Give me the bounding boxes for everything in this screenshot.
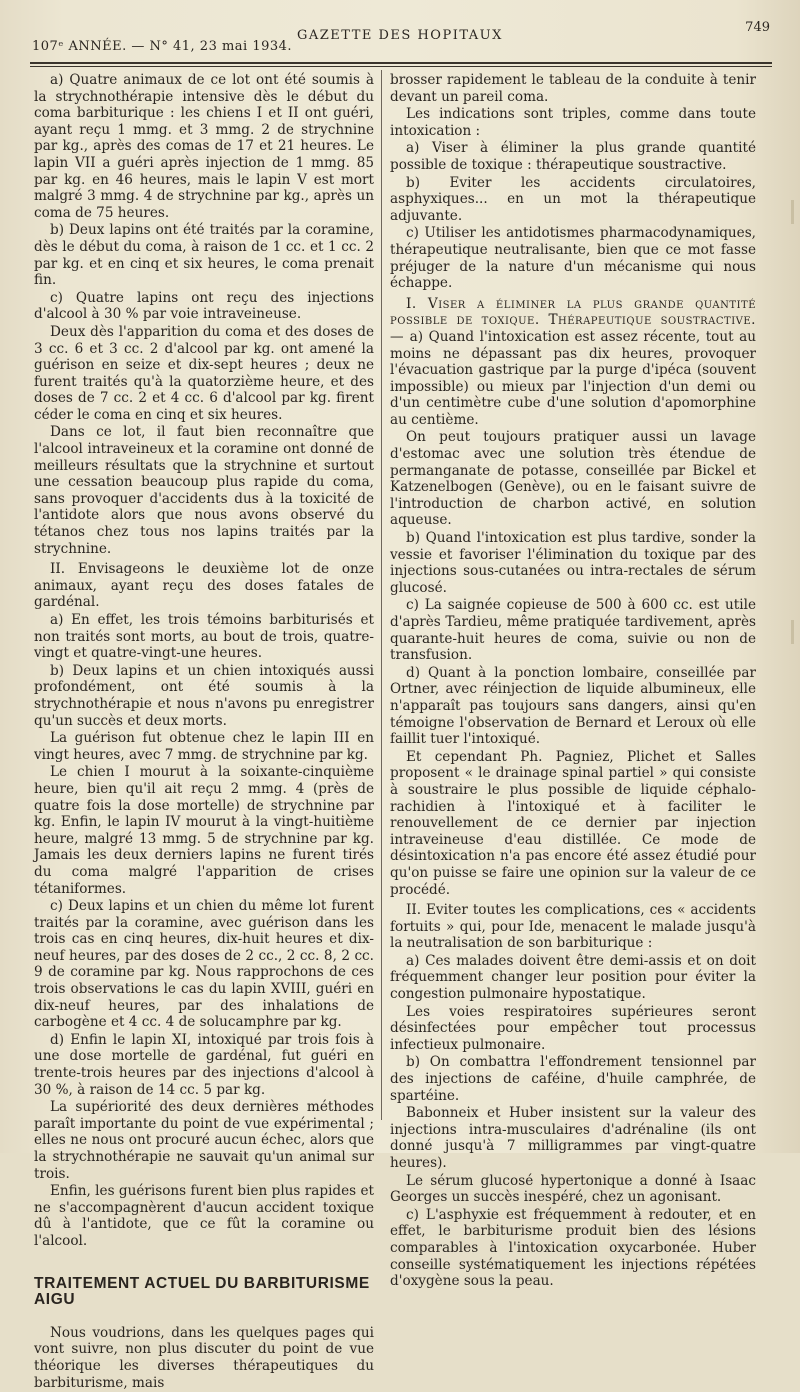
paragraph: Les indications sont triples, comme dans toute intoxication :: [390, 106, 756, 139]
paragraph: b) Deux lapins ont été traités par la coramine, dès le début du coma, à raison de 1 cc. et 1 cc. 2 par kg. et en cinq et six heures, le coma prenait fin.: [34, 222, 374, 289]
paragraph: Dans ce lot, il faut bien reconnaître que l'alcool intraveineux et la coramine ont donné de meilleurs résultats que la strychnine et surtout une cessation beaucoup plus rapide du coma, sans provoquer d'accidents dus à la toxicité de l'antidote alors que nous avons observé du tétanos chez tous nos lapins traités par la strychnine.: [34, 424, 374, 557]
left-column: [34, 72, 374, 1392]
paragraph: d) Enfin le lapin XI, intoxiqué par trois fois à une dose mortelle de gardénal, fut guéri en trente-trois heures par des injections d'alcool à 30 %, à raison de 14 cc. 5 par kg.: [34, 1031, 374, 1098]
journal-title: GAZETTE DES HOPITAUX: [297, 28, 503, 43]
paragraph: b) On combattra l'effondrement tensionnel par des injections de caféine, d'huile camphrée, de spartéine.: [390, 1054, 756, 1104]
paragraph: a) Viser à éliminer la plus grande quantité possible de toxique : thérapeutique soustractive.: [390, 140, 756, 173]
paragraph: Babonneix et Huber insistent sur la valeur des injections intra-musculaires d'adrénaline (ils ont donné jusqu'à 7 milligrammes par vingt-quatre heures).: [390, 1105, 756, 1171]
page-edge-mark: [791, 200, 794, 224]
paragraph: Nous voudrions, dans les quelques pages qui vont suivre, non plus discuter du point de vue théorique les diverses thérapeutiques du barbiturisme, mais: [34, 1324, 374, 1391]
issue-info: 107ᵉ ANNÉE. — N° 41, 23 mai 1934.: [32, 39, 293, 54]
paragraph: Le chien I mourut à la soixante-cinquième heure, bien qu'il ait reçu 2 mmg. 4 (près de quatre fois la dose mortelle) de strychnine par kg. Enfin, le lapin IV mourut à la vingt-huitième heure, malgré 13 mmg. 5 de strychnine par kg. Jamais les deux derniers lapins ne furent tirés du coma malgré l'apparition de crises tétaniformes.: [34, 764, 374, 897]
paragraph: Enfin, les guérisons furent bien plus rapides et ne s'accompagnèrent d'aucun accident toxique dû à l'antidote, que ce fût la coramine ou l'alcool.: [34, 1183, 374, 1249]
paragraph: Deux dès l'apparition du coma et des doses de 3 cc. 6 et 3 cc. 2 d'alcool par kg. ont amené la guérison en seize et dix-sept heures ; deux ne furent traités qu'à la quatorzième heure, et des doses de 7 cc. 2 et 4 cc. 6 d'alcool par kg. firent céder le coma en cinq et six heures.: [34, 323, 374, 423]
page-header: [32, 22, 770, 62]
paragraph: a) Ces malades doivent être demi-assis et on doit fréquemment changer leur position pour éviter la congestion pulmonaire hypostatique.: [390, 952, 756, 1003]
paragraph: a) En effet, les trois témoins barbiturisés et non traités sont morts, au bout de trois, quatre-vingt et quatre-vingt-une heures.: [34, 612, 374, 662]
column-divider: [381, 70, 382, 1120]
paragraph: La supériorité des deux dernières méthodes paraît importante du point de vue expérimental ; elles ne nous ont procuré aucun échec, alors que la strychnothérapie ne sauvait qu'un animal sur trois.: [34, 1099, 374, 1182]
section-heading: I. Viser a éliminer la plus grande quantité possible de toxique. Thérapeutique soustractive. —: [390, 295, 756, 345]
paragraph: c) Quatre lapins ont reçu des injections d'alcool à 30 % par voie intraveineuse.: [34, 289, 374, 323]
paragraph: c) L'asphyxie est fréquemment à redouter, et en effet, le barbiturisme produit bien des lésions comparables à l'intoxication oxycarbonée. Huber conseille systématiquement les injections répétées d'oxygène sous la peau.: [390, 1206, 756, 1290]
paragraph: b) Quand l'intoxication est plus tardive, sonder la vessie et favoriser l'élimination du toxique par des injections sous-cutanées ou intra-rectales de sérum glucosé.: [390, 530, 756, 596]
paragraph: Et cependant Ph. Pagniez, Plichet et Salles proposent « le drainage spinal partiel » qui consiste à soustraire le plus possible de liquide céphalo-rachidien à l'intoxiqué et à faciliter le renouvellement de ce dernier par injection intraveineuse d'eau distillée. Ce mode de désintoxication n'a pas encore été assez étudié pour qu'on puisse se faire une opinion sur la valeur de ce procédé.: [390, 748, 756, 898]
paragraph: Le sérum glucosé hypertonique a donné à Isaac Georges un succès inespéré, chez un agonisant.: [390, 1172, 756, 1206]
paragraph: brosser rapidement le tableau de la conduite à tenir devant un pareil coma.: [390, 72, 756, 105]
paragraph: Les voies respiratoires supérieures seront désinfectées pour empêcher tout processus infectieux pulmonaire.: [390, 1003, 756, 1053]
header-rule-thick: [30, 62, 772, 64]
paragraph: d) Quant à la ponction lombaire, conseillée par Ortner, avec réinjection de liquide albumineux, elle n'apparaît pas toujours sans dangers, ainsi qu'en témoigne l'observation de Bernard et Leroux où elle faillit tuer l'intoxiqué.: [390, 664, 756, 748]
paragraph: c) La saignée copieuse de 500 à 600 cc. est utile d'après Tardieu, même pratiquée tardivement, après quarante-huit heures de coma, suivie ou non de transfusion.: [390, 597, 756, 664]
paragraph: c) Utiliser les antidotismes pharmacodynamiques, thérapeutique neutralisante, bien que ce mot fasse préjuger de la nature d'un mécanisme qui nous échappe.: [390, 225, 756, 292]
paragraph: a) Quatre animaux de ce lot ont été soumis à la strychnothérapie intensive dès le début du coma barbiturique : les chiens I et II ont guéri, ayant reçu 1 mmg. et 3 mmg. 2 de strychnine par kg., après des comas de 17 et 21 heures. Le lapin VII a guéri après injection de 1 mmg. 85 par kg. en 46 heures, mais le lapin V est mort malgré 3 mmg. 4 de strychnine par kg., après un coma de 75 heures.: [34, 72, 374, 221]
right-column: [390, 72, 756, 1291]
paragraph: b) Deux lapins et un chien intoxiqués aussi profondément, ont été soumis à la strychnothérapie et nous n'avons pu enregistrer qu'un succès et deux morts.: [34, 662, 374, 729]
paragraph: II. Eviter toutes les complications, ces « accidents fortuits » qui, pour Ide, menacent le malade jusqu'à la neutralisation de son barbiturique :: [390, 902, 756, 952]
page-number: 749: [745, 20, 770, 35]
section-paragraph: [390, 296, 756, 429]
section-title: TRAITEMENT ACTUEL DU BARBITURISME AIGU: [34, 1274, 370, 1309]
paragraph: c) Deux lapins et un chien du même lot furent traités par la coramine, avec guérison dans les trois cas en cinq heures, dix-huit heures et dix-neuf heures, par des doses de 2 cc., 2 cc. 8, 2 cc. 9 de coramine par kg. Nous rapprochons de ces trois observations le cas du lapin XVIII, guéri en dix-neuf heures, par des inhalations de carbogène et 4 cc. 4 de solucamphre par kg.: [34, 898, 374, 1031]
paragraph: La guérison fut obtenue chez le lapin III en vingt heures, avec 7 mmg. de strychnine par kg.: [34, 730, 374, 763]
header-rule-thin: [30, 66, 772, 67]
page-edge-mark: [791, 620, 794, 644]
paragraph: b) Eviter les accidents circulatoires, asphyxiques... en un mot la thérapeutique adjuvante.: [390, 174, 756, 224]
paragraph: On peut toujours pratiquer aussi un lavage d'estomac avec une solution très étendue de permanganate de potasse, conseillée par Bickel et Katzenelbogen (Genève), ou en le faisant suivre de l'introduction de charbon activé, en solution aqueuse.: [390, 429, 756, 529]
paragraph: II. Envisageons le deuxième lot de onze animaux, ayant reçu des doses fatales de gardénal.: [34, 561, 374, 611]
section-text: a) Quand l'intoxication est assez récente, tout au moins ne dépassant pas dix heures, provoquer l'évacuation gastrique par la purge d'ipéca (souvent impossible) ou mieux par l'injection d'un demi ou d'un centimètre cube d'une solution d'apomorphine au centième.: [390, 328, 756, 428]
